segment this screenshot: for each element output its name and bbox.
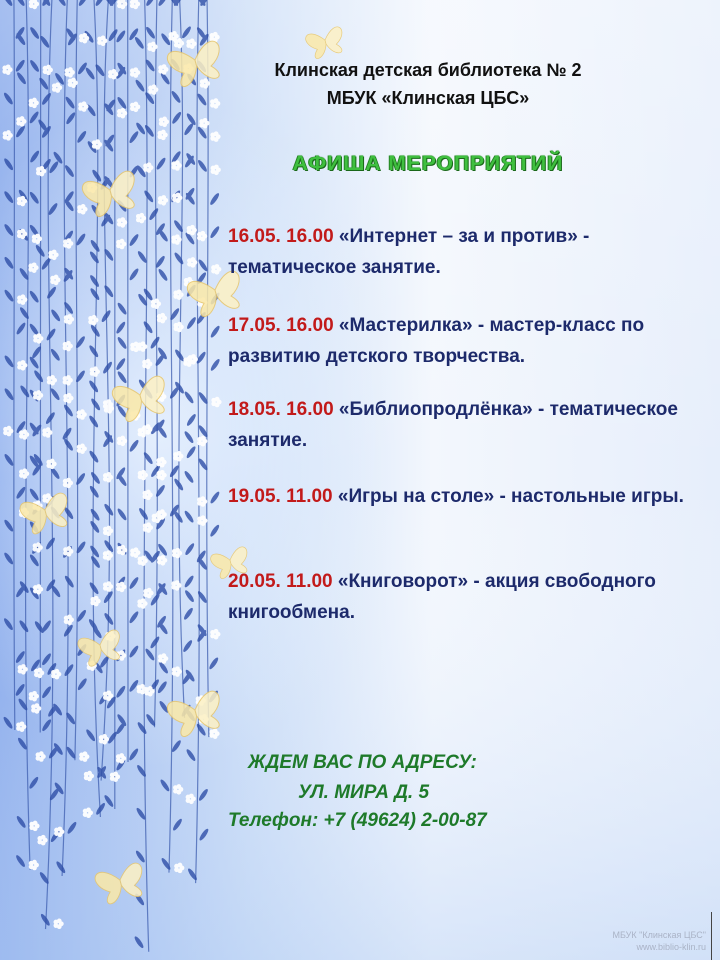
organization-name: МБУК «Клинская ЦБС» (326, 88, 530, 108)
event-item (228, 394, 698, 456)
event-description: «Книговорот» - акция свободного книгообмена. (228, 571, 656, 623)
library-name: Клинская детская библиотека № 2 (274, 60, 582, 80)
event-description: «Игры на столе» - настольные игры. (332, 486, 684, 507)
event-datetime: 18.05. 16.00 (228, 399, 334, 420)
event-datetime: 17.05. 16.00 (228, 315, 334, 336)
event-description: «Библиопродлёнка» - тематическое занятие. (228, 399, 678, 451)
event-item (228, 221, 698, 283)
phone-line: Телефон: +7 (49624) 2-00-87 (228, 810, 487, 831)
corner-divider (711, 912, 712, 960)
address-line: УЛ. МИРА Д. 5 (298, 782, 430, 803)
event-description: «Мастерилка» - мастер-класс по развитию детского творчества. (228, 315, 645, 367)
event-datetime: 20.05. 11.00 (228, 571, 333, 592)
event-item (228, 310, 698, 372)
event-datetime: 16.05. 16.00 (228, 226, 334, 247)
page-title: АФИША МЕРОПРИЯТИЙ (292, 152, 564, 175)
event-datetime: 19.05. 11.00 (228, 486, 333, 507)
event-item (228, 481, 698, 512)
watermark-url: www.biblio-klin.ru (636, 942, 706, 952)
event-item (228, 566, 698, 628)
watermark-org: МБУК "Клинская ЦБС" (612, 930, 706, 940)
address-heading: ЖДЕМ ВАС ПО АДРЕСУ: (248, 752, 477, 773)
event-description: «Интернет – за и против» - тематическое занятие. (228, 226, 590, 278)
